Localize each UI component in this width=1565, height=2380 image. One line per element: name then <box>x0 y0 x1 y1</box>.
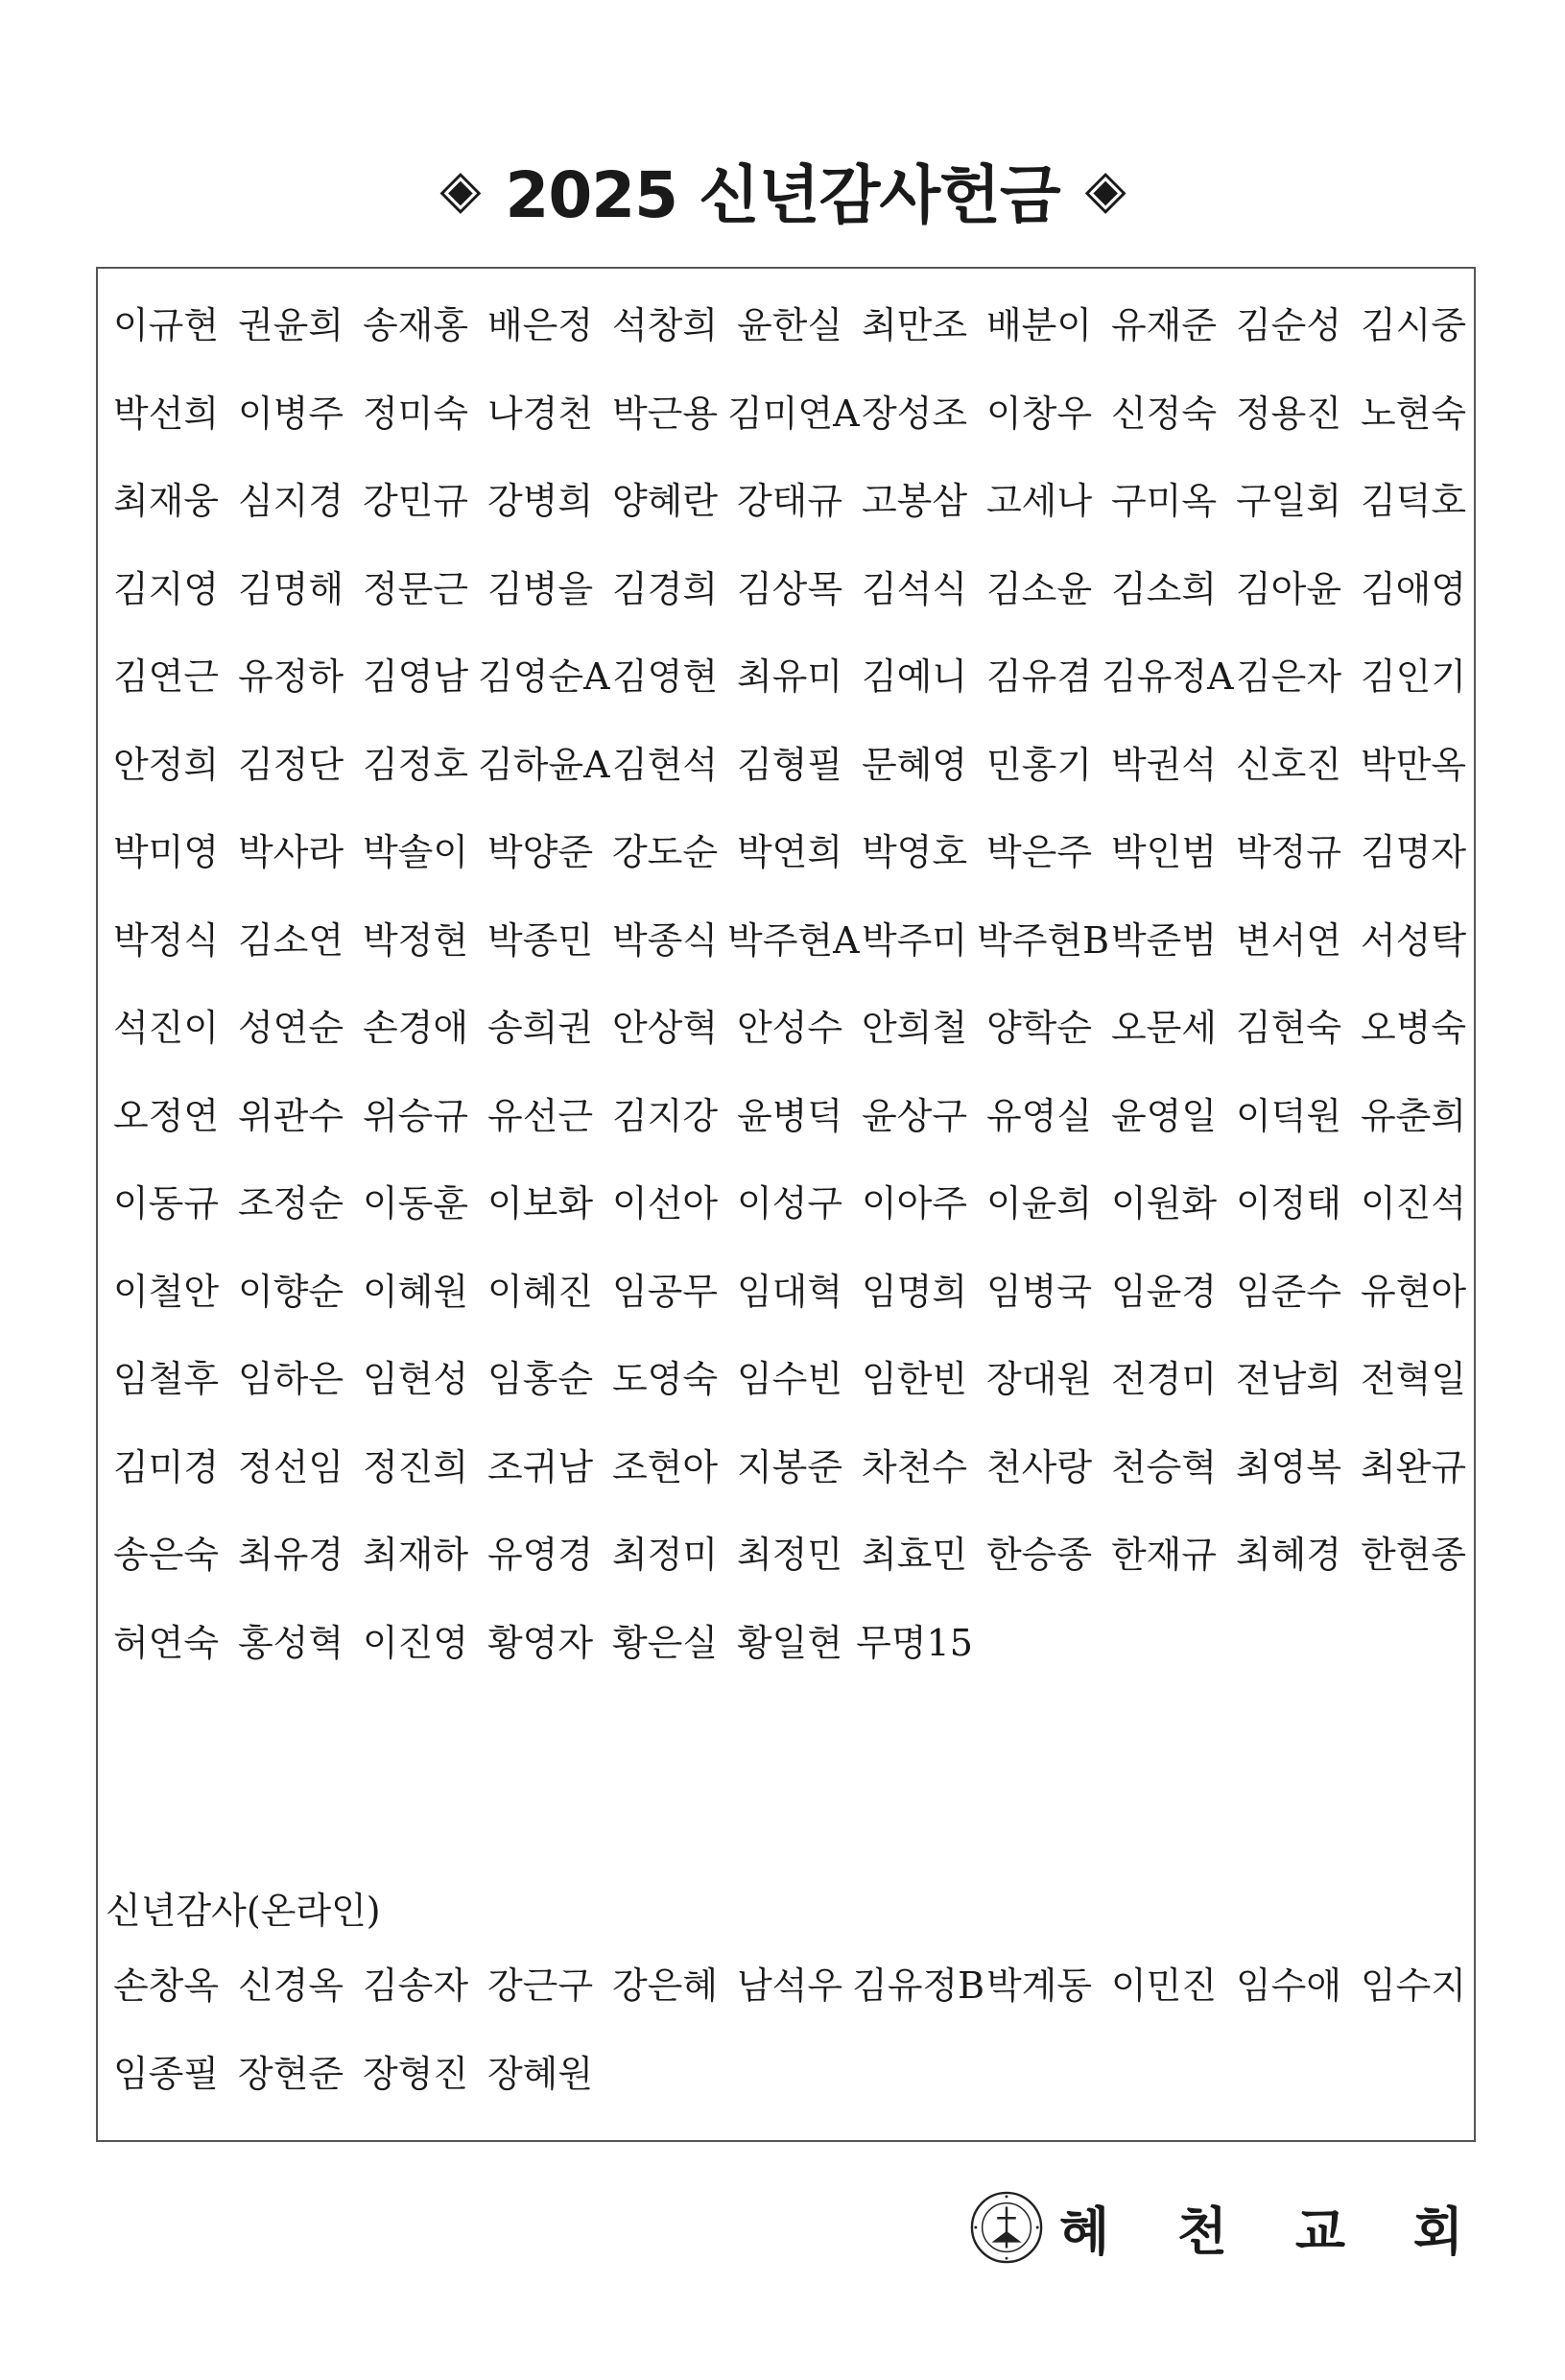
donor-name: 이덕원 <box>1235 1094 1342 1137</box>
donor-name: 김소희 <box>1110 567 1218 610</box>
donor-name: 신정숙 <box>1110 392 1218 435</box>
donor-name: 석창희 <box>611 304 719 347</box>
donor-name: 정용진 <box>1235 392 1342 435</box>
donor-name: 정진희 <box>362 1445 469 1488</box>
donor-name: 최재웅 <box>112 480 220 523</box>
donor-name: 조정순 <box>237 1182 344 1226</box>
donor-names <box>104 278 1476 1683</box>
donor-name: 김영순A <box>478 655 610 699</box>
donor-name: 장성조 <box>861 392 968 435</box>
donor-name: 정문근 <box>362 567 469 610</box>
donor-name: 유영실 <box>985 1094 1093 1137</box>
donor-name: 강병희 <box>486 480 594 523</box>
donor-name: 차천수 <box>861 1445 968 1488</box>
donor-name: 박정현 <box>362 918 469 962</box>
donor-name: 배은정 <box>486 304 594 347</box>
donor-name: 유선근 <box>486 1094 594 1137</box>
donor-name: 박근용 <box>611 392 719 435</box>
donor-name: 구일회 <box>1235 480 1342 523</box>
donor-name: 위관수 <box>237 1094 344 1137</box>
donor-name: 윤상구 <box>861 1094 968 1137</box>
donor-name: 김상목 <box>736 567 843 610</box>
donor-name: 김아윤 <box>1235 567 1342 610</box>
title-text: 2025 신년감사헌금 <box>505 158 1060 232</box>
donor-name: 유춘희 <box>1360 1094 1467 1137</box>
donor-name: 김유정B <box>852 1964 985 2008</box>
donor-name: 이진영 <box>362 1621 469 1664</box>
donor-name: 강도순 <box>611 831 719 874</box>
name-row <box>104 718 1476 806</box>
online-section-title: 신년감사(온라인) <box>106 1890 381 1932</box>
donor-name: 이동규 <box>112 1182 220 1226</box>
donor-name: 임수빈 <box>736 1358 843 1401</box>
donor-name: 안정희 <box>112 743 220 786</box>
donor-name: 이아주 <box>861 1182 968 1226</box>
donor-name: 정미숙 <box>362 392 469 435</box>
donor-name: 고봉삼 <box>861 480 968 523</box>
donor-name: 김명해 <box>237 567 344 610</box>
donor-name: 심지경 <box>237 480 344 523</box>
donor-name: 도영숙 <box>611 1358 719 1401</box>
name-row <box>104 1069 1476 1157</box>
donor-name: 지봉준 <box>736 1445 843 1488</box>
donor-name: 김지영 <box>112 567 220 610</box>
donor-name: 이혜원 <box>362 1270 469 1313</box>
donor-name: 박주미 <box>861 918 968 962</box>
donor-name: 박주현A <box>727 918 860 962</box>
donor-name: 박선희 <box>112 392 220 435</box>
donor-name: 김유정A <box>1102 655 1234 699</box>
donor-name: 임명희 <box>861 1270 968 1313</box>
donor-name: 양학순 <box>985 1007 1093 1050</box>
name-row <box>104 454 1476 542</box>
donor-name: 김애영 <box>1360 567 1467 610</box>
donor-name: 박양준 <box>486 831 594 874</box>
donor-name: 김송자 <box>362 1964 469 2008</box>
donor-name: 최효민 <box>861 1534 968 1577</box>
name-row <box>104 367 1476 455</box>
donor-name: 최유경 <box>237 1534 344 1577</box>
donor-name: 전경미 <box>1110 1358 1218 1401</box>
donor-name: 김덕호 <box>1360 480 1467 523</box>
donor-name: 윤한실 <box>736 304 843 347</box>
donor-name: 조현아 <box>611 1445 719 1488</box>
donor-name: 박은주 <box>985 831 1093 874</box>
donor-name: 최유미 <box>736 655 843 699</box>
donor-name: 유정하 <box>237 655 344 699</box>
donor-name: 나경천 <box>486 392 594 435</box>
donor-name: 양혜란 <box>611 480 719 523</box>
donor-name: 임윤경 <box>1110 1270 1218 1313</box>
donor-name: 이윤희 <box>985 1182 1093 1226</box>
donor-name: 박미영 <box>112 831 220 874</box>
donor-name: 박만옥 <box>1360 743 1467 786</box>
donor-name: 이병주 <box>237 392 344 435</box>
donor-name: 김현숙 <box>1235 1007 1342 1050</box>
donor-name: 박정식 <box>112 918 220 962</box>
donor-name: 이원화 <box>1110 1182 1218 1226</box>
donor-name: 오정연 <box>112 1094 220 1137</box>
donor-name: 박솔이 <box>362 831 469 874</box>
donor-name: 강은혜 <box>611 1964 719 2008</box>
donor-name: 김시중 <box>1360 304 1467 347</box>
name-row <box>104 1420 1476 1509</box>
donor-name: 윤영일 <box>1110 1094 1218 1137</box>
donor-list-box <box>96 267 1476 2142</box>
donor-name: 김순성 <box>1235 304 1342 347</box>
donor-name: 임철후 <box>112 1358 220 1401</box>
donor-name: 김형필 <box>736 743 843 786</box>
donor-name: 전혁일 <box>1360 1358 1467 1401</box>
donor-name: 박종식 <box>611 918 719 962</box>
donor-name: 유영경 <box>486 1534 594 1577</box>
donor-name: 배분이 <box>985 304 1093 347</box>
donor-name: 신호진 <box>1235 743 1342 786</box>
donor-name: 임현성 <box>362 1358 469 1401</box>
donor-name: 김병을 <box>486 567 594 610</box>
donor-name: 천사랑 <box>985 1445 1093 1488</box>
donor-name: 강민규 <box>362 480 469 523</box>
donor-name: 김은자 <box>1235 655 1342 699</box>
donor-name: 박주현B <box>977 918 1110 962</box>
donor-name: 이정태 <box>1235 1182 1342 1226</box>
donor-name: 김소윤 <box>985 567 1093 610</box>
donor-name: 김연근 <box>112 655 220 699</box>
donor-name: 임하은 <box>237 1358 344 1401</box>
donor-name: 위승규 <box>362 1094 469 1137</box>
church-footer <box>969 2190 1488 2265</box>
church-name: 혜 천 교 회 <box>1058 2201 1488 2262</box>
donor-name: 박정규 <box>1235 831 1342 874</box>
donor-name: 오문세 <box>1110 1007 1218 1050</box>
donor-name: 황일현 <box>736 1621 843 1664</box>
donor-name: 임대혁 <box>736 1270 843 1313</box>
donor-name: 박권석 <box>1110 743 1218 786</box>
donor-name: 임한빈 <box>861 1358 968 1401</box>
donor-name: 장혜원 <box>486 2052 594 2095</box>
name-row <box>104 542 1476 631</box>
donor-name: 황영자 <box>486 1621 594 1664</box>
donor-name: 전남희 <box>1235 1358 1342 1401</box>
donor-name: 김인기 <box>1360 655 1467 699</box>
name-row <box>104 1508 1476 1596</box>
donor-name: 조귀남 <box>486 1445 594 1488</box>
donor-name: 무명15 <box>856 1621 973 1664</box>
donor-name: 안성수 <box>736 1007 843 1050</box>
donor-name: 남석우 <box>736 1964 843 2008</box>
diamond-right-icon: ◈ <box>1084 158 1126 221</box>
donor-name: 천승혁 <box>1110 1445 1218 1488</box>
donor-name: 한현종 <box>1360 1534 1467 1577</box>
donor-name: 이보화 <box>486 1182 594 1226</box>
donor-name: 신경옥 <box>237 1964 344 2008</box>
donor-name: 김유겸 <box>985 655 1093 699</box>
donor-name: 성연순 <box>237 1007 344 1050</box>
donor-name: 노현숙 <box>1360 392 1467 435</box>
donor-name: 민홍기 <box>985 743 1093 786</box>
donor-name: 송은숙 <box>112 1534 220 1577</box>
name-row <box>104 630 1476 718</box>
donor-name: 김하윤A <box>478 743 610 786</box>
donor-name: 오병숙 <box>1360 1007 1467 1050</box>
donor-name: 이향순 <box>237 1270 344 1313</box>
donor-name: 서성탁 <box>1360 918 1467 962</box>
donor-name: 변서연 <box>1235 918 1342 962</box>
donor-name: 김미경 <box>112 1445 220 1488</box>
donor-name: 송재홍 <box>362 304 469 347</box>
donor-name: 장형진 <box>362 2052 469 2095</box>
donor-name: 임병국 <box>985 1270 1093 1313</box>
donor-name: 강근구 <box>486 1964 594 2008</box>
donor-name: 허연숙 <box>112 1621 220 1664</box>
donor-name: 김예니 <box>861 655 968 699</box>
donor-name: 임종필 <box>112 2052 220 2095</box>
donor-name: 장대원 <box>985 1358 1093 1401</box>
donor-name: 유현아 <box>1360 1270 1467 1313</box>
donor-name: 이철안 <box>112 1270 220 1313</box>
donor-name: 이성구 <box>736 1182 843 1226</box>
donor-name: 임수지 <box>1360 1964 1467 2008</box>
donor-name: 강태규 <box>736 480 843 523</box>
donor-name: 임공무 <box>611 1270 719 1313</box>
donor-name: 박종민 <box>486 918 594 962</box>
donor-name: 송희권 <box>486 1007 594 1050</box>
donor-name: 임수애 <box>1235 1964 1342 2008</box>
donor-name: 이진석 <box>1360 1182 1467 1226</box>
name-row <box>104 893 1476 982</box>
donor-name: 김미연A <box>727 392 860 435</box>
name-row <box>104 805 1476 893</box>
donor-name: 김경희 <box>611 567 719 610</box>
donor-name: 이동훈 <box>362 1182 469 1226</box>
donor-name: 박인범 <box>1110 831 1218 874</box>
donor-name: 임준수 <box>1235 1270 1342 1313</box>
donor-name: 박계동 <box>985 1964 1093 2008</box>
donor-name: 문혜영 <box>861 743 968 786</box>
donor-name: 김소연 <box>237 918 344 962</box>
donor-name: 권윤희 <box>237 304 344 347</box>
donor-name: 박준범 <box>1110 918 1218 962</box>
donor-name: 이규현 <box>112 304 220 347</box>
donor-name: 윤병덕 <box>736 1094 843 1137</box>
name-row <box>104 2027 1476 2115</box>
name-row <box>104 1245 1476 1333</box>
donor-name: 이창우 <box>985 392 1093 435</box>
donor-name: 박사라 <box>237 831 344 874</box>
name-row <box>104 981 1476 1069</box>
donor-name: 안희철 <box>861 1007 968 1050</box>
donor-name: 구미옥 <box>1110 480 1218 523</box>
donor-name: 손경애 <box>362 1007 469 1050</box>
name-row <box>104 1332 1476 1420</box>
donor-name: 안상혁 <box>611 1007 719 1050</box>
donor-name: 최정민 <box>736 1534 843 1577</box>
donor-name: 한재규 <box>1110 1534 1218 1577</box>
donor-name: 이민진 <box>1110 1964 1218 2008</box>
donor-name: 김정호 <box>362 743 469 786</box>
donor-name: 김명자 <box>1360 831 1467 874</box>
name-row <box>104 1939 1476 2027</box>
donor-name: 김영현 <box>611 655 719 699</box>
donor-name: 김석식 <box>861 567 968 610</box>
donor-name: 최재하 <box>362 1534 469 1577</box>
donor-name: 김영남 <box>362 655 469 699</box>
donor-name: 손창옥 <box>112 1964 220 2008</box>
online-donor-names <box>104 1939 1476 2114</box>
donor-name: 최혜경 <box>1235 1534 1342 1577</box>
donor-name: 박연희 <box>736 831 843 874</box>
donor-name: 유재준 <box>1110 304 1218 347</box>
name-row <box>104 1596 1476 1684</box>
donor-name: 박영호 <box>861 831 968 874</box>
donor-name: 황은실 <box>611 1621 719 1664</box>
donor-name: 김현석 <box>611 743 719 786</box>
donor-name: 임홍순 <box>486 1358 594 1401</box>
donor-name: 고세나 <box>985 480 1093 523</box>
page-title <box>0 144 1565 235</box>
donor-name: 김정단 <box>237 743 344 786</box>
donor-name: 최완규 <box>1360 1445 1467 1488</box>
name-row <box>104 278 1476 367</box>
donor-name: 장현준 <box>237 2052 344 2095</box>
donor-name: 석진이 <box>112 1007 220 1050</box>
church-seal-icon <box>969 2190 1044 2265</box>
donor-name: 한승종 <box>985 1534 1093 1577</box>
donor-name: 정선임 <box>237 1445 344 1488</box>
diamond-left-icon: ◈ <box>439 158 481 221</box>
donor-name: 최정미 <box>611 1534 719 1577</box>
donor-name: 김지강 <box>611 1094 719 1137</box>
donor-name: 홍성혁 <box>237 1621 344 1664</box>
donor-name: 이선아 <box>611 1182 719 1226</box>
donor-name: 최만조 <box>861 304 968 347</box>
donor-name: 이혜진 <box>486 1270 594 1313</box>
donor-name: 최영복 <box>1235 1445 1342 1488</box>
name-row <box>104 1156 1476 1245</box>
